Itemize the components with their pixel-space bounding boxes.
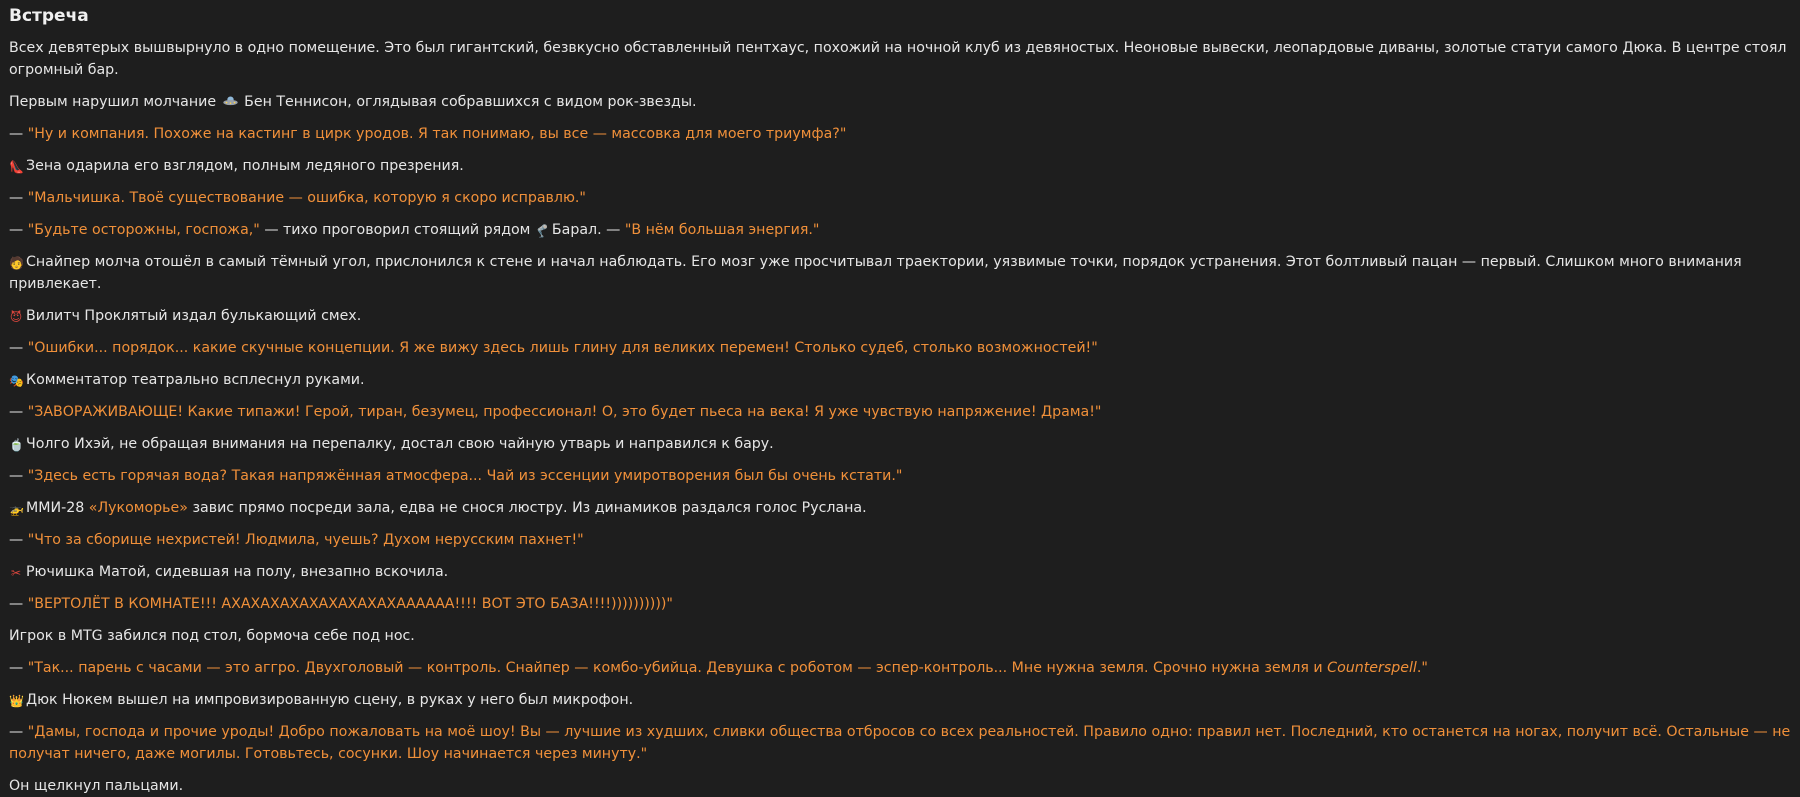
zena-line: Зена одарила его взглядом, полным ледяного презрения. bbox=[26, 158, 464, 174]
dash: — bbox=[9, 596, 24, 612]
dialogue-commentator bbox=[9, 401, 1792, 423]
quote-mtg bbox=[28, 660, 1428, 676]
dialogue-ben bbox=[9, 123, 1792, 145]
baral-name: Барал. — bbox=[551, 222, 621, 238]
dash: — bbox=[9, 404, 24, 420]
dialogue-cholgo bbox=[9, 465, 1792, 487]
matoi-line: Рючишка Матой, сидевшая на полу, внезапно вскочила. bbox=[26, 564, 449, 580]
paragraph-sniper bbox=[9, 251, 1792, 295]
sniper-line: Снайпер молча отошёл в самый тёмный угол, прислонился к стене и начал наблюдать. Его мозг уже просчитывал траектории, уязвимые точки, порядок устранения. Этот болтливый пацан — первый. Слишком много внимания привлекает. bbox=[9, 254, 1742, 292]
quote-vilitch: "Ошибки... порядок... какие скучные концепции. Я же вижу здесь лишь глину для великих перемен! Столько судеб, столько возможностей!" bbox=[27, 340, 1098, 356]
vilitch-line: Вилитч Проклятый издал булькающий смех. bbox=[26, 308, 362, 324]
dialogue-helicopter bbox=[9, 529, 1792, 551]
dash: — bbox=[9, 340, 24, 356]
helicopter-icon: 🚁 bbox=[9, 502, 24, 516]
tea-bowl-icon: 🍵 bbox=[9, 438, 24, 452]
dash: — bbox=[9, 532, 24, 548]
quote-mtg-main: "Так... парень с часами — это аггро. Двухголовый — контроль. Снайпер — комбо-убийца. Девушка с роботом — эспер-контроль... Мне нужна земля. Срочно нужна земля и bbox=[27, 660, 1323, 676]
quote-baral-1: "Будьте осторожны, госпожа," bbox=[27, 222, 260, 238]
heli-name: «Лукоморье» bbox=[88, 500, 188, 516]
heli-line: завис прямо посреди зала, едва не снося люстру. Из динамиков раздался голос Руслана. bbox=[192, 500, 867, 516]
commentator-line: Комментатор театрально всплеснул руками. bbox=[26, 372, 365, 388]
dash: — bbox=[9, 126, 24, 142]
paragraph-intro: Всех девятерых вышвырнуло в одно помещение. Это был гигантский, безвкусно обставленный пентхаус, похожий на ночной клуб из девяностых. Неоновые вывески, леопардовые диваны, золотые статуи самого Дюка. В центре стоял огромный бар. bbox=[9, 40, 1787, 78]
paragraph-commentator bbox=[9, 369, 1792, 391]
high-heel-icon: 👠 bbox=[9, 160, 24, 174]
ben-intro-text: Первым нарушил молчание bbox=[9, 94, 217, 110]
baral-narration: — тихо проговорил стоящий рядом bbox=[264, 222, 531, 238]
dialogue-baral bbox=[9, 219, 1792, 241]
quote-matoi: "ВЕРТОЛЁТ В КОМНАТЕ!!! АХАХАХАХАХАХАХАХАХАААААА!!!! ВОТ ЭТО БАЗА!!!!))))))))))" bbox=[27, 596, 673, 612]
quote-commentator: "ЗАВОРАЖИВАЮЩЕ! Какие типажи! Герой, тиран, безумец, профессионал! О, это будет пьеса на века! Я уже чувствую напряжение! Драма!" bbox=[27, 404, 1102, 420]
dash: — bbox=[9, 468, 24, 484]
ben-intro-name: Бен Теннисон, оглядывая собравшихся с видом рок-звезды. bbox=[244, 94, 697, 110]
heli-model: ММИ-28 bbox=[26, 500, 85, 516]
paragraph-matoi bbox=[9, 561, 1792, 583]
crown-icon: 👑 bbox=[9, 694, 24, 708]
paragraph-cholgo bbox=[9, 433, 1792, 455]
quote-cholgo: "Здесь есть горячая вода? Такая напряжённая атмосфера... Чай из эссенции умиротворения был бы очень кстати." bbox=[27, 468, 903, 484]
theater-masks-icon: 🎭 bbox=[9, 374, 24, 388]
duke-line: Дюк Нюкем вышел на импровизированную сцену, в руках у него был микрофон. bbox=[26, 692, 634, 708]
dialogue-mtg bbox=[9, 657, 1792, 679]
page-title: Встреча bbox=[9, 6, 89, 26]
paragraph-last: Он щелкнул пальцами. bbox=[9, 778, 184, 794]
dialogue-vilitch bbox=[9, 337, 1792, 359]
dash: — bbox=[9, 222, 24, 238]
dialogue-matoi bbox=[9, 593, 1792, 615]
paragraph-helicopter bbox=[9, 497, 1792, 519]
dialogue-duke bbox=[9, 721, 1792, 765]
quote-helicopter: "Что за сборище нехристей! Людмила, чуешь? Духом нерусским пахнет!" bbox=[27, 532, 584, 548]
dash: — bbox=[9, 660, 24, 676]
dash: — bbox=[9, 190, 24, 206]
ufo-icon bbox=[223, 95, 238, 107]
paragraph-mtg: Игрок в MTG забился под стол, бормоча себе под нос. bbox=[9, 628, 415, 644]
paragraph-duke bbox=[9, 689, 1792, 711]
paragraph-ben-intro bbox=[9, 91, 1792, 113]
paragraph-vilitch bbox=[9, 305, 1792, 327]
devil-icon: 😈 bbox=[9, 310, 23, 324]
scissors-icon: ✂ bbox=[10, 566, 22, 580]
quote-mtg-italic: Counterspell bbox=[1327, 660, 1417, 676]
dash: — bbox=[9, 724, 24, 740]
robot-leg-icon: 🦿 bbox=[534, 224, 550, 238]
quote-zena: "Мальчишка. Твоё существование — ошибка, которую я скоро исправлю." bbox=[27, 190, 586, 206]
quote-baral-2: "В нём большая энергия." bbox=[624, 222, 820, 238]
quote-duke: "Дамы, господа и прочие уроды! Добро пожаловать на моё шоу! Вы — лучшие из худших, сливки общества отбросов со всех реальностей. Правило одно: правил нет. Последний, кто останется на ногах, получит всё. Остальные — не получат ничего, даже могилы. Готовьтесь, сосунки. Шоу начинается через минуту." bbox=[9, 724, 1791, 762]
quote-ben: "Ну и компания. Похоже на кастинг в цирк уродов. Я так понимаю, вы все — массовка для моего триумфа?" bbox=[27, 126, 847, 142]
paragraph-zena bbox=[9, 155, 1792, 177]
quote-mtg-end: ." bbox=[1416, 660, 1428, 676]
dialogue-zena bbox=[9, 187, 1792, 209]
sniper-icon: 🧑 bbox=[9, 256, 24, 270]
cholgo-line: Чолго Ихэй, не обращая внимания на перепалку, достал свою чайную утварь и направился к бару. bbox=[26, 436, 774, 452]
